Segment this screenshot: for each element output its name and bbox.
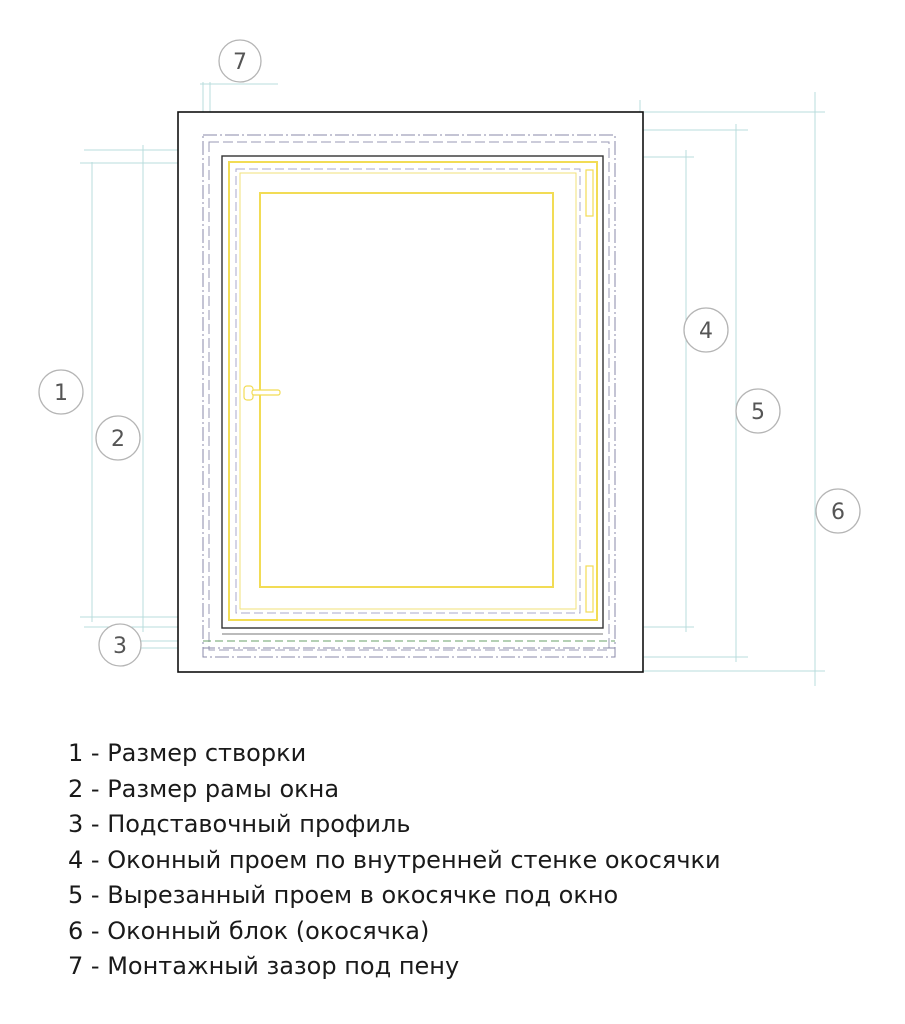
callout-5-number: 5 — [751, 400, 765, 425]
legend-item-5: 5 - Вырезанный проем в окосячке под окно — [68, 881, 619, 909]
callout-3 — [99, 624, 141, 666]
legend-item-2: 2 - Размер рамы окна — [68, 774, 340, 803]
legend-item-6: 6 - Оконный блок (окосячка) — [68, 916, 430, 945]
callout-6 — [816, 489, 860, 533]
callout-2 — [96, 416, 140, 460]
callout-7-number: 7 — [233, 50, 247, 75]
legend — [68, 736, 721, 985]
callout-4 — [684, 308, 728, 352]
callout-4-number: 4 — [699, 319, 713, 344]
legend-item-1: 1 - Размер створки — [68, 739, 307, 767]
callout-7 — [219, 40, 261, 82]
legend-item-7: 7 - Монтажный зазор под пену — [68, 952, 460, 980]
callout-1-number: 1 — [54, 381, 68, 406]
callout-3-number: 3 — [113, 634, 127, 659]
callout-6-number: 6 — [831, 500, 845, 525]
callout-5 — [736, 389, 780, 433]
glass-pane — [260, 193, 553, 587]
legend-item-3: 3 - Подставочный профиль — [68, 810, 411, 838]
callout-2-number: 2 — [111, 427, 125, 452]
callout-1 — [39, 370, 83, 414]
legend-item-4: 4 - Оконный проем по внутренней стенке окосячки — [68, 845, 721, 874]
